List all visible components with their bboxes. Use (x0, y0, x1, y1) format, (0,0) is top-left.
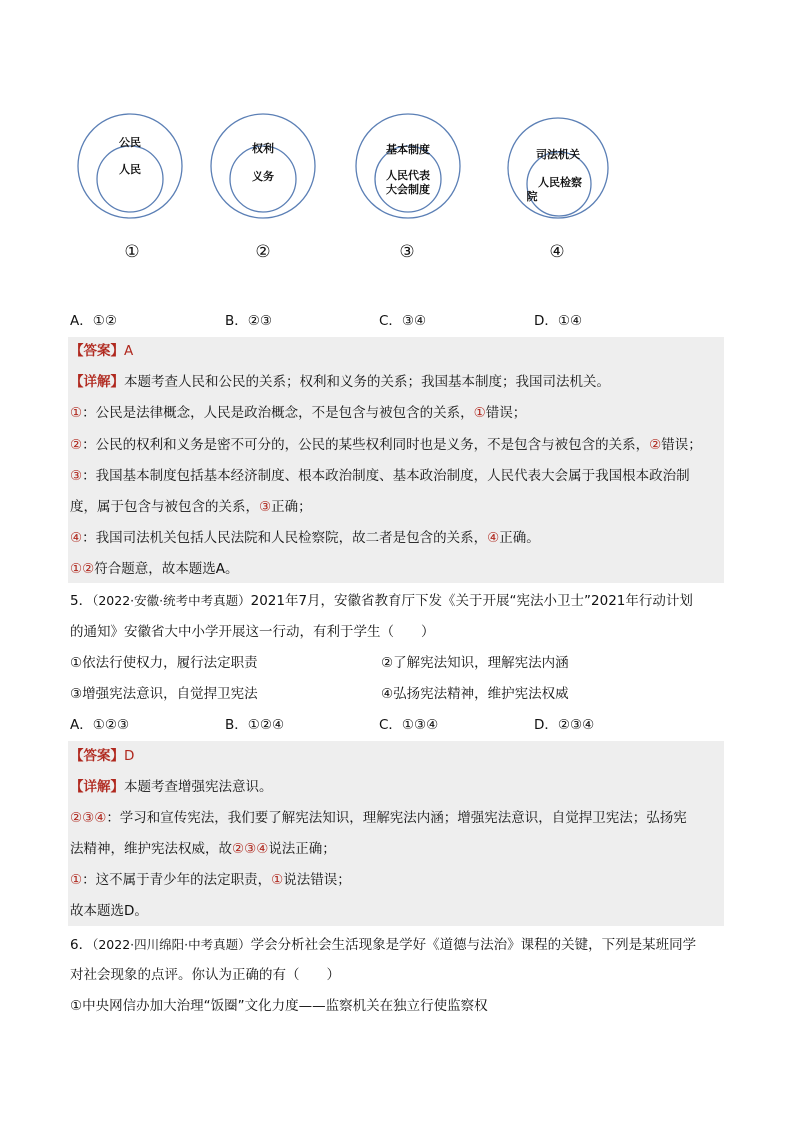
q6-stem-line-1 (70, 934, 724, 956)
q4-options (70, 310, 724, 332)
diagram-4-number: ④ (549, 242, 565, 262)
q5-explanation-2 (70, 869, 724, 891)
q6-item-1: ①中央网信办加大治理“饭圈”文化力度——监察机关在独立行使监察权 (70, 998, 488, 1014)
question-source: （2022·四川绵阳·中考真题） (92, 937, 251, 952)
text: ：我国基本制度包括基本经济制度、根本政治制度、基本政治制度，人民代表大会属于我国根本政治制 (82, 468, 690, 484)
q5-item-3: ③增强宪法意识，自觉捍卫宪法 (70, 686, 258, 702)
text: ：公民的权利和义务是密不可分的，公民的某些权利同时也是义务，不是包含与被包含的关系， (82, 437, 650, 453)
q5-item-1: ①依法行使权力，履行法定职责 (70, 655, 258, 671)
diagram-2-number: ② (255, 242, 271, 262)
diagram-4-outer-label: 司法机关 (536, 148, 580, 161)
q4-answer (70, 340, 724, 362)
text: 错误； (661, 437, 702, 453)
diagram-1-inner-label: 人民 (119, 163, 141, 176)
question-number: 6． (70, 937, 93, 953)
text: 正确。 (499, 530, 540, 546)
q5-stem-line-1 (70, 590, 724, 612)
diagram-3-number: ③ (399, 242, 415, 262)
diagram-4-inner-label-2: 院 (526, 190, 538, 203)
text: 法精神，维护宪法权威，故 (70, 841, 232, 857)
q5-detail (70, 776, 724, 798)
detail-tag: 【详解】 (70, 374, 124, 390)
diagram-3-inner-label-1: 人民代表 (386, 169, 430, 182)
detail-tag: 【详解】 (70, 779, 124, 795)
marker: ③ (259, 499, 272, 515)
question-stem: 学会分析社会生活现象是学好《道德与法治》课程的关键，下列是某班同学 (250, 937, 697, 953)
text: 度，属于包含与被包含的关系， (70, 499, 259, 515)
text: 说法错误； (283, 872, 351, 888)
q4-option-d[interactable]: D．①④ (534, 313, 583, 329)
text: 符合题意，故本题选A。 (94, 561, 239, 577)
q4-explanation-4 (70, 527, 724, 549)
marker: ① (70, 405, 83, 421)
marker: ① (473, 405, 486, 421)
q5-answer (70, 745, 724, 767)
q5-option-a[interactable]: A．①②③ (70, 717, 130, 733)
q4-explanation-1 (70, 402, 724, 424)
q5-option-c[interactable]: C．①③④ (379, 717, 439, 733)
marker: ① (70, 872, 83, 888)
marker: ② (70, 437, 83, 453)
marker: ③ (70, 468, 83, 484)
q4-conclusion (70, 558, 724, 580)
q4-explanation-3 (70, 465, 724, 487)
diagram-3-outer-label: 基本制度 (386, 143, 430, 156)
diagram-1-outer-label: 公民 (119, 136, 141, 149)
answer-tag: 【答案】 (70, 748, 124, 764)
q5-stem-line-2: 的通知》安徽省大中小学开展这一行动，有利于学生（ ） (70, 624, 435, 640)
question-stem: 2021年7月，安徽省教育厅下发《关于开展“宪法小卫士”2021年行动计划 (250, 593, 693, 609)
q5-explanation-1-cont (70, 838, 724, 860)
marker: ②③④ (232, 841, 269, 857)
q5-items-row-2 (70, 683, 724, 705)
q4-detail (70, 371, 724, 393)
q4-explanation-2 (70, 434, 724, 456)
text: ：这不属于青少年的法定职责， (82, 872, 272, 888)
marker: ①② (70, 561, 95, 577)
question-source: （2022·安徽·统考中考真题） (92, 593, 251, 608)
diagram-3-inner-label-2: 大会制度 (386, 183, 430, 196)
diagram-1 (75, 118, 185, 268)
diagram-4 (504, 118, 614, 268)
q5-answer-block (68, 741, 724, 926)
diagram-2-inner-label: 义务 (252, 170, 274, 183)
text: 正确； (271, 499, 312, 515)
q5-items-row-1 (70, 652, 724, 674)
q5-item-2: ②了解宪法知识，理解宪法内涵 (381, 655, 569, 671)
venn-diagrams (70, 118, 730, 268)
q5-options (70, 714, 724, 736)
q4-explanation-3-cont (70, 496, 724, 518)
text: 错误； (485, 405, 527, 421)
marker: ④ (70, 530, 83, 546)
q5-conclusion: 故本题选D。 (70, 903, 148, 919)
q4-option-b[interactable]: B．②③ (225, 313, 272, 329)
marker: ① (271, 872, 284, 888)
text: ：我国司法机关包括人民法院和人民检察院，故二者是包含的关系， (82, 530, 488, 546)
marker: ② (649, 437, 662, 453)
text: 说法正确； (268, 841, 336, 857)
detail-text: 本题考查增强宪法意识。 (124, 779, 273, 795)
diagram-4-circles (504, 118, 614, 228)
answer-tag: 【答案】 (70, 343, 124, 359)
answer-value: A (124, 343, 134, 359)
diagram-1-number: ① (124, 242, 140, 262)
answer-value: D (124, 748, 135, 764)
text: ：公民是法律概念，人民是政治概念，不是包含与被包含的关系， (82, 405, 474, 421)
question-number: 5． (70, 593, 93, 609)
diagram-4-inner-label-1: 人民检察 (538, 176, 582, 189)
q4-option-c[interactable]: C．③④ (379, 313, 427, 329)
marker: ④ (487, 530, 500, 546)
marker: ②③④ (70, 810, 107, 826)
text: ：学习和宣传宪法，我们要了解宪法知识，理解宪法内涵；增强宪法意识，自觉捍卫宪法；弘扬宪 (106, 810, 687, 826)
q6-stem-line-2: 对社会现象的点评。你认为正确的有（ ） (70, 967, 340, 983)
diagram-3 (352, 118, 462, 268)
q5-item-4: ④弘扬宪法精神，维护宪法权威 (381, 686, 569, 702)
q5-explanation-1 (70, 807, 724, 829)
q4-option-a[interactable]: A．①② (70, 313, 117, 329)
detail-text: 本题考查人民和公民的关系；权利和义务的关系；我国基本制度；我国司法机关。 (124, 374, 610, 390)
q5-option-b[interactable]: B．①②④ (225, 717, 285, 733)
diagram-2 (208, 118, 318, 268)
diagram-2-outer-label: 权利 (252, 142, 274, 155)
q5-option-d[interactable]: D．②③④ (534, 717, 595, 733)
